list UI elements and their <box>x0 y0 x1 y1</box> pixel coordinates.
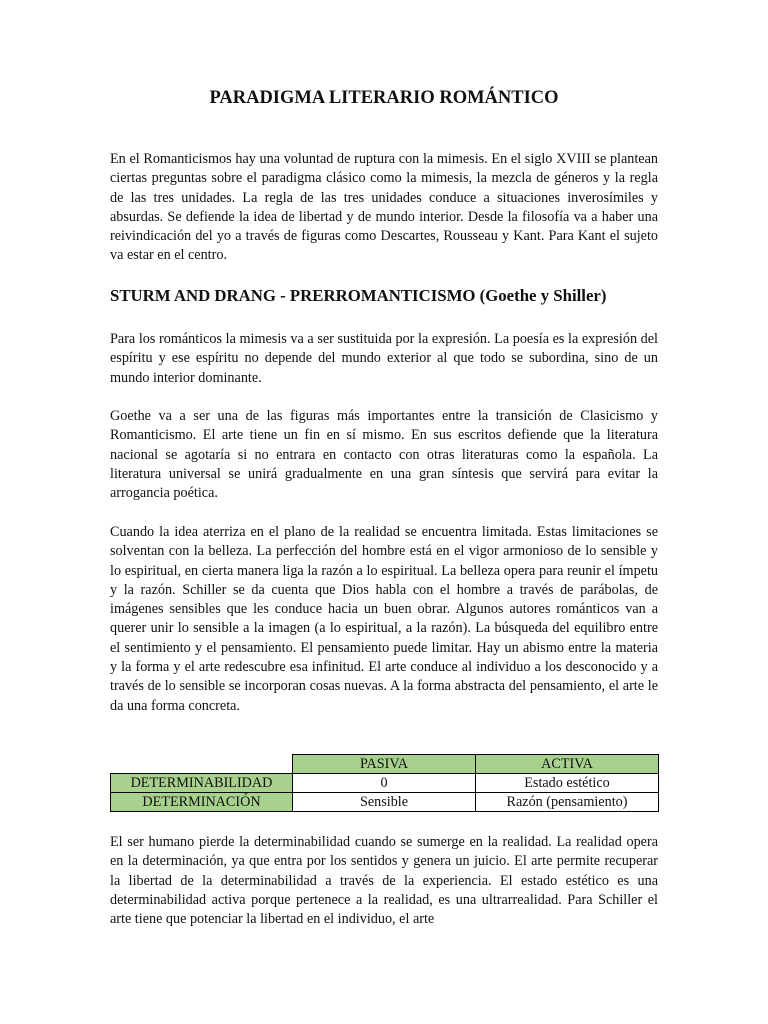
table-header-activa: ACTIVA <box>476 755 659 774</box>
section-heading: STURM AND DRANG - PRERROMANTICISMO (Goethe y Shiller) <box>110 286 607 305</box>
table-cell: Estado estético <box>476 774 659 793</box>
paragraph-goethe: Goethe va a ser una de las figuras más importantes entre la transición de Clasicismo y Romanticismo. El arte tiene un fin en sí mismo. En sus escritos defiende que la literatura nacional se agotaría si no entrara en contacto con otras literaturas como la española. La literatura universal se unirá gradualmente en una gran síntesis que servirá para evitar la arrogancia poética. <box>110 408 658 502</box>
table-cell: Razón (pensamiento) <box>476 793 659 812</box>
paragraph-belleza: Cuando la idea aterriza en el plano de la realidad se encuentra limitada. Estas limitaciones se solventan con la belleza. La perfección del hombre está en el vigor armonioso de lo sensible y lo espiritual, en cierta manera liga la razón a lo espiritual. La belleza opera para reunir el ímpetu y la razón. Schiller se da cuenta que Dios habla con el hombre a través de parábolas, de imágenes sensibles que les conduce hacia un buen obrar. Algunos autores románticos van a querer unir lo sensible a la imagen (a lo espiritual, a la razón). La búsqueda del equilibro entre el sentimiento y el pensamiento. El pensamiento puede limitar. Hay un abismo entre la materia y la forma y el arte redescubre esa infinitud. El arte conduce al individuo a los desconocido y a través de lo sensible se incorporan cosas nuevas. A la forma abstracta del pensamiento, el arte le da una forma concreta. <box>110 524 658 714</box>
paragraph-expresion: Para los románticos la mimesis va a ser sustituida por la expresión. La poesía es la expresión del espíritu y ese espíritu no depende del mundo exterior al que todo se subordina, sino de un mundo interior dominante. <box>110 331 658 386</box>
page-title: PARADIGMA LITERARIO ROMÁNTICO <box>209 88 559 108</box>
paragraph-determinabilidad: El ser humano pierde la determinabilidad cuando se sumerge en la realidad. La realidad opera en la determinación, ya que entra por los sentidos y genera un juicio. El arte permite recuperar la libertad de la determinabilidad a través de la experiencia. El estado estético es una determinabilidad activa porque pertenece a la realidad, es una ultrarrealidad. Para Schiller el arte tiene que potenciar la libertad en el individuo, el arte <box>110 834 658 928</box>
table-header-pasiva: PASIVA <box>293 755 476 774</box>
paragraph-intro: En el Romanticismos hay una voluntad de ruptura con la mimesis. En el siglo XVIII se plantean ciertas preguntas sobre el paradigma clásico como la mimesis, la mezcla de géneros y la regla de las tres unidades. La regla de las tres unidades conduce a situaciones inverosímiles y absurdas. Se defiende la idea de libertad y de mundo interior. Desde la filosofía va a haber una reivindicación del yo a través de figuras como Descartes, Rousseau y Kant. Para Kant el sujeto va estar en el centro. <box>110 151 658 264</box>
table-cell: 0 <box>293 774 476 793</box>
table-header-empty-cell <box>111 755 293 774</box>
table-cell: Sensible <box>293 793 476 812</box>
table-row <box>111 793 659 812</box>
determinability-table <box>110 754 659 812</box>
table-row <box>111 774 659 793</box>
table-row-label: DETERMINACIÓN <box>111 793 293 812</box>
table-header-row <box>111 755 659 774</box>
table-row-label: DETERMINABILIDAD <box>111 774 293 793</box>
